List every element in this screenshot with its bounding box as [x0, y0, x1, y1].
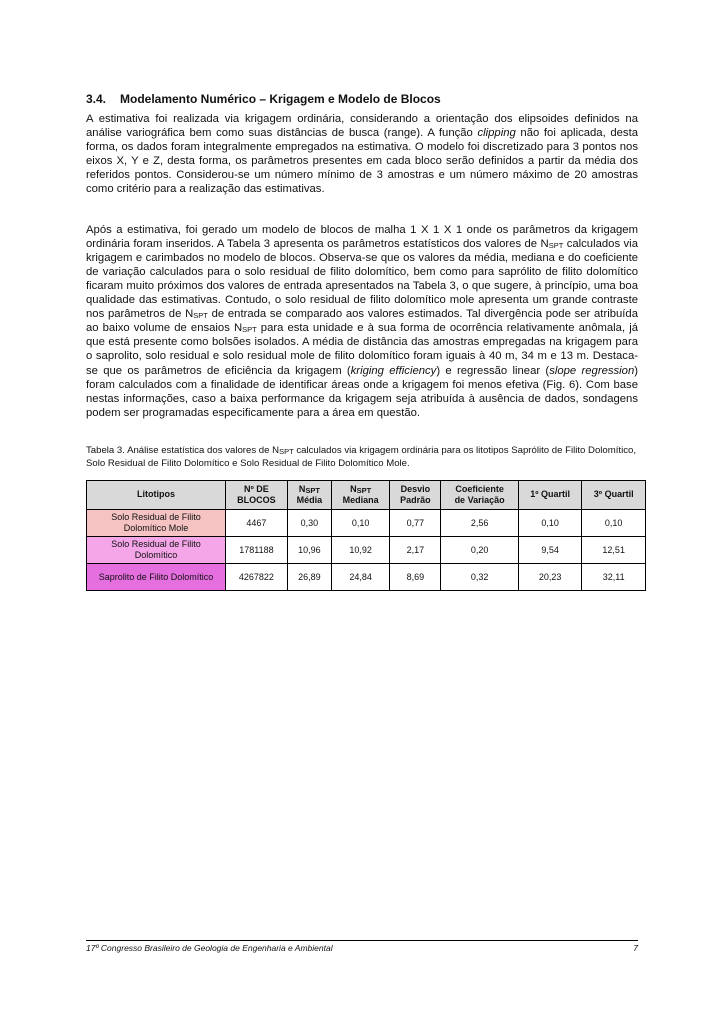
cell-coeficiente: 0,32	[441, 563, 518, 590]
table-row	[87, 563, 646, 590]
cell-blocos: 1781188	[226, 536, 288, 563]
page-number: 7	[633, 943, 638, 953]
header-litotipos: Litotipos	[87, 480, 226, 509]
header-desvio: Desvio Padrão	[390, 480, 441, 509]
text-run: para esta unidade e à sua forma de ocorrência relativamente anômala, já que está presente como bolsões isolados. A média de distância das amostras empregadas na krigagem para o saprolito, solo residual e solo residual mole de filito dolomítico foram iguais à 40 m, 34 m e 13 m. Destaca-se que os parâmetros de eficiência da krigagem (	[86, 322, 638, 377]
table-row	[87, 536, 646, 563]
paragraph-1	[86, 112, 638, 197]
subscript-spt: SPT	[242, 325, 257, 335]
text-run: não foi aplicada, desta forma, os dados foram integralmente empregados na estimativa. O modelo foi discretizado para 3 pontos nos eixos X, Y e Z, desta forma, os parâmetros presentes em cada bloco serão definidos a partir da média dos referidos pontos. Considerou-se um número mínimo de 3 amostras e um número máximo de 20 amostras como critério para a realização das estimativas.	[86, 127, 638, 196]
cell-q3: 12,51	[582, 536, 646, 563]
paragraph-2	[86, 223, 638, 420]
text-run: Após a estimativa, foi gerado um modelo de blocos de malha 1 X 1 X 1 onde os parâmetros da krigagem ordinária foram inseridos. A Tabela 3 apresenta os parâmetros estatísticos dos valores de N	[86, 223, 638, 250]
italic-term: kriging efficiency	[350, 364, 437, 377]
text-run: de entrada se comparado aos valores estimados. Tal divergência pode ser atribuída ao baixo volume de ensaios N	[86, 308, 638, 335]
cell-mediana: 24,84	[331, 563, 389, 590]
cell-blocos: 4467	[226, 509, 288, 536]
text-run: calculados via krigagem e carimbados no modelo de blocos. Observa-se que os valores da média, mediana e do coeficiente de variação calculados para o solo residual de filito dolomítico, bem como para saprólito de filito dolomítico ficaram muito próximos dos valores de entrada apresentados na Tabela 3, o que sugere, à princípio, uma boa qualidade das estimativas. Contudo, o solo residual de filito dolomítico mole apresenta um grande contraste nos parâmetros de N	[86, 237, 638, 321]
text-run: A estimativa foi realizada via krigagem ordinária, considerando a orientação dos elipsoides definidos na análise variográfica bem como suas distâncias de busca (range). A função	[86, 113, 638, 140]
section-heading	[86, 92, 638, 106]
header-blocos: Nº DE BLOCOS	[226, 480, 288, 509]
subscript-spt: SPT	[548, 240, 564, 250]
italic-term: slope regression	[549, 364, 635, 377]
text-run: ) e regressão linear (	[436, 364, 550, 377]
cell-mediana: 0,10	[331, 509, 389, 536]
cell-coeficiente: 2,56	[441, 509, 518, 536]
cell-blocos: 4267822	[226, 563, 288, 590]
cell-mediana: 10,92	[331, 536, 389, 563]
cell-q1: 9,54	[518, 536, 582, 563]
footer-text: 17º Congresso Brasileiro de Geologia de Engenharia e Ambiental	[86, 943, 333, 953]
cell-desvio: 2,17	[390, 536, 441, 563]
cell-litotipo: Solo Residual de Filito Dolomítico	[87, 536, 226, 563]
table-caption	[86, 444, 638, 470]
subscript-spt: SPT	[279, 446, 294, 456]
text-run: ) foram calculados com a finalidade de identificar áreas onde a krigagem foi menos efetiva (Fig. 6). Com base nestas informações, caso a baixa performance da krigagem seja atribuída à ausência de dados, sondagens podem ser programadas especificamente para a área em questão.	[86, 364, 638, 419]
cell-q1: 20,23	[518, 563, 582, 590]
text-run: Tabela 3. Análise estatística dos valores de N	[86, 444, 280, 456]
cell-litotipo: Saprolito de Filito Dolomítico	[87, 563, 226, 590]
page-content	[86, 92, 638, 591]
header-coeficiente: Coeficiente de Variação	[441, 480, 518, 509]
header-media: $N_{SPT}$ Média	[287, 480, 331, 509]
text-run: calculados via krigagem ordinária para os litotipos Saprólito de Filito Dolomítico, Solo Residual de Filito Dolomítico e Solo Residual de Filito Dolomítico Mole.	[86, 444, 636, 469]
cell-media: 26,89	[287, 563, 331, 590]
cell-media: 10,96	[287, 536, 331, 563]
italic-term: clipping	[477, 127, 516, 140]
header-mediana: $N_{SPT}$ Mediana	[331, 480, 389, 509]
statistics-table	[86, 480, 646, 591]
subscript-spt: SPT	[193, 311, 208, 321]
table-header-row	[87, 480, 646, 509]
header-q3: 3º Quartil	[582, 480, 646, 509]
cell-litotipo: Solo Residual de Filito Dolomítico Mole	[87, 509, 226, 536]
cell-desvio: 0,77	[390, 509, 441, 536]
section-title: Modelamento Numérico – Krigagem e Modelo de Blocos	[120, 92, 441, 106]
table-row	[87, 509, 646, 536]
cell-desvio: 8,69	[390, 563, 441, 590]
cell-q3: 32,11	[582, 563, 646, 590]
page-footer	[86, 940, 638, 953]
header-q1: 1º Quartil	[518, 480, 582, 509]
section-number: 3.4.	[86, 92, 107, 106]
cell-q1: 0,10	[518, 509, 582, 536]
cell-q3: 0,10	[582, 509, 646, 536]
cell-media: 0,30	[287, 509, 331, 536]
cell-coeficiente: 0,20	[441, 536, 518, 563]
